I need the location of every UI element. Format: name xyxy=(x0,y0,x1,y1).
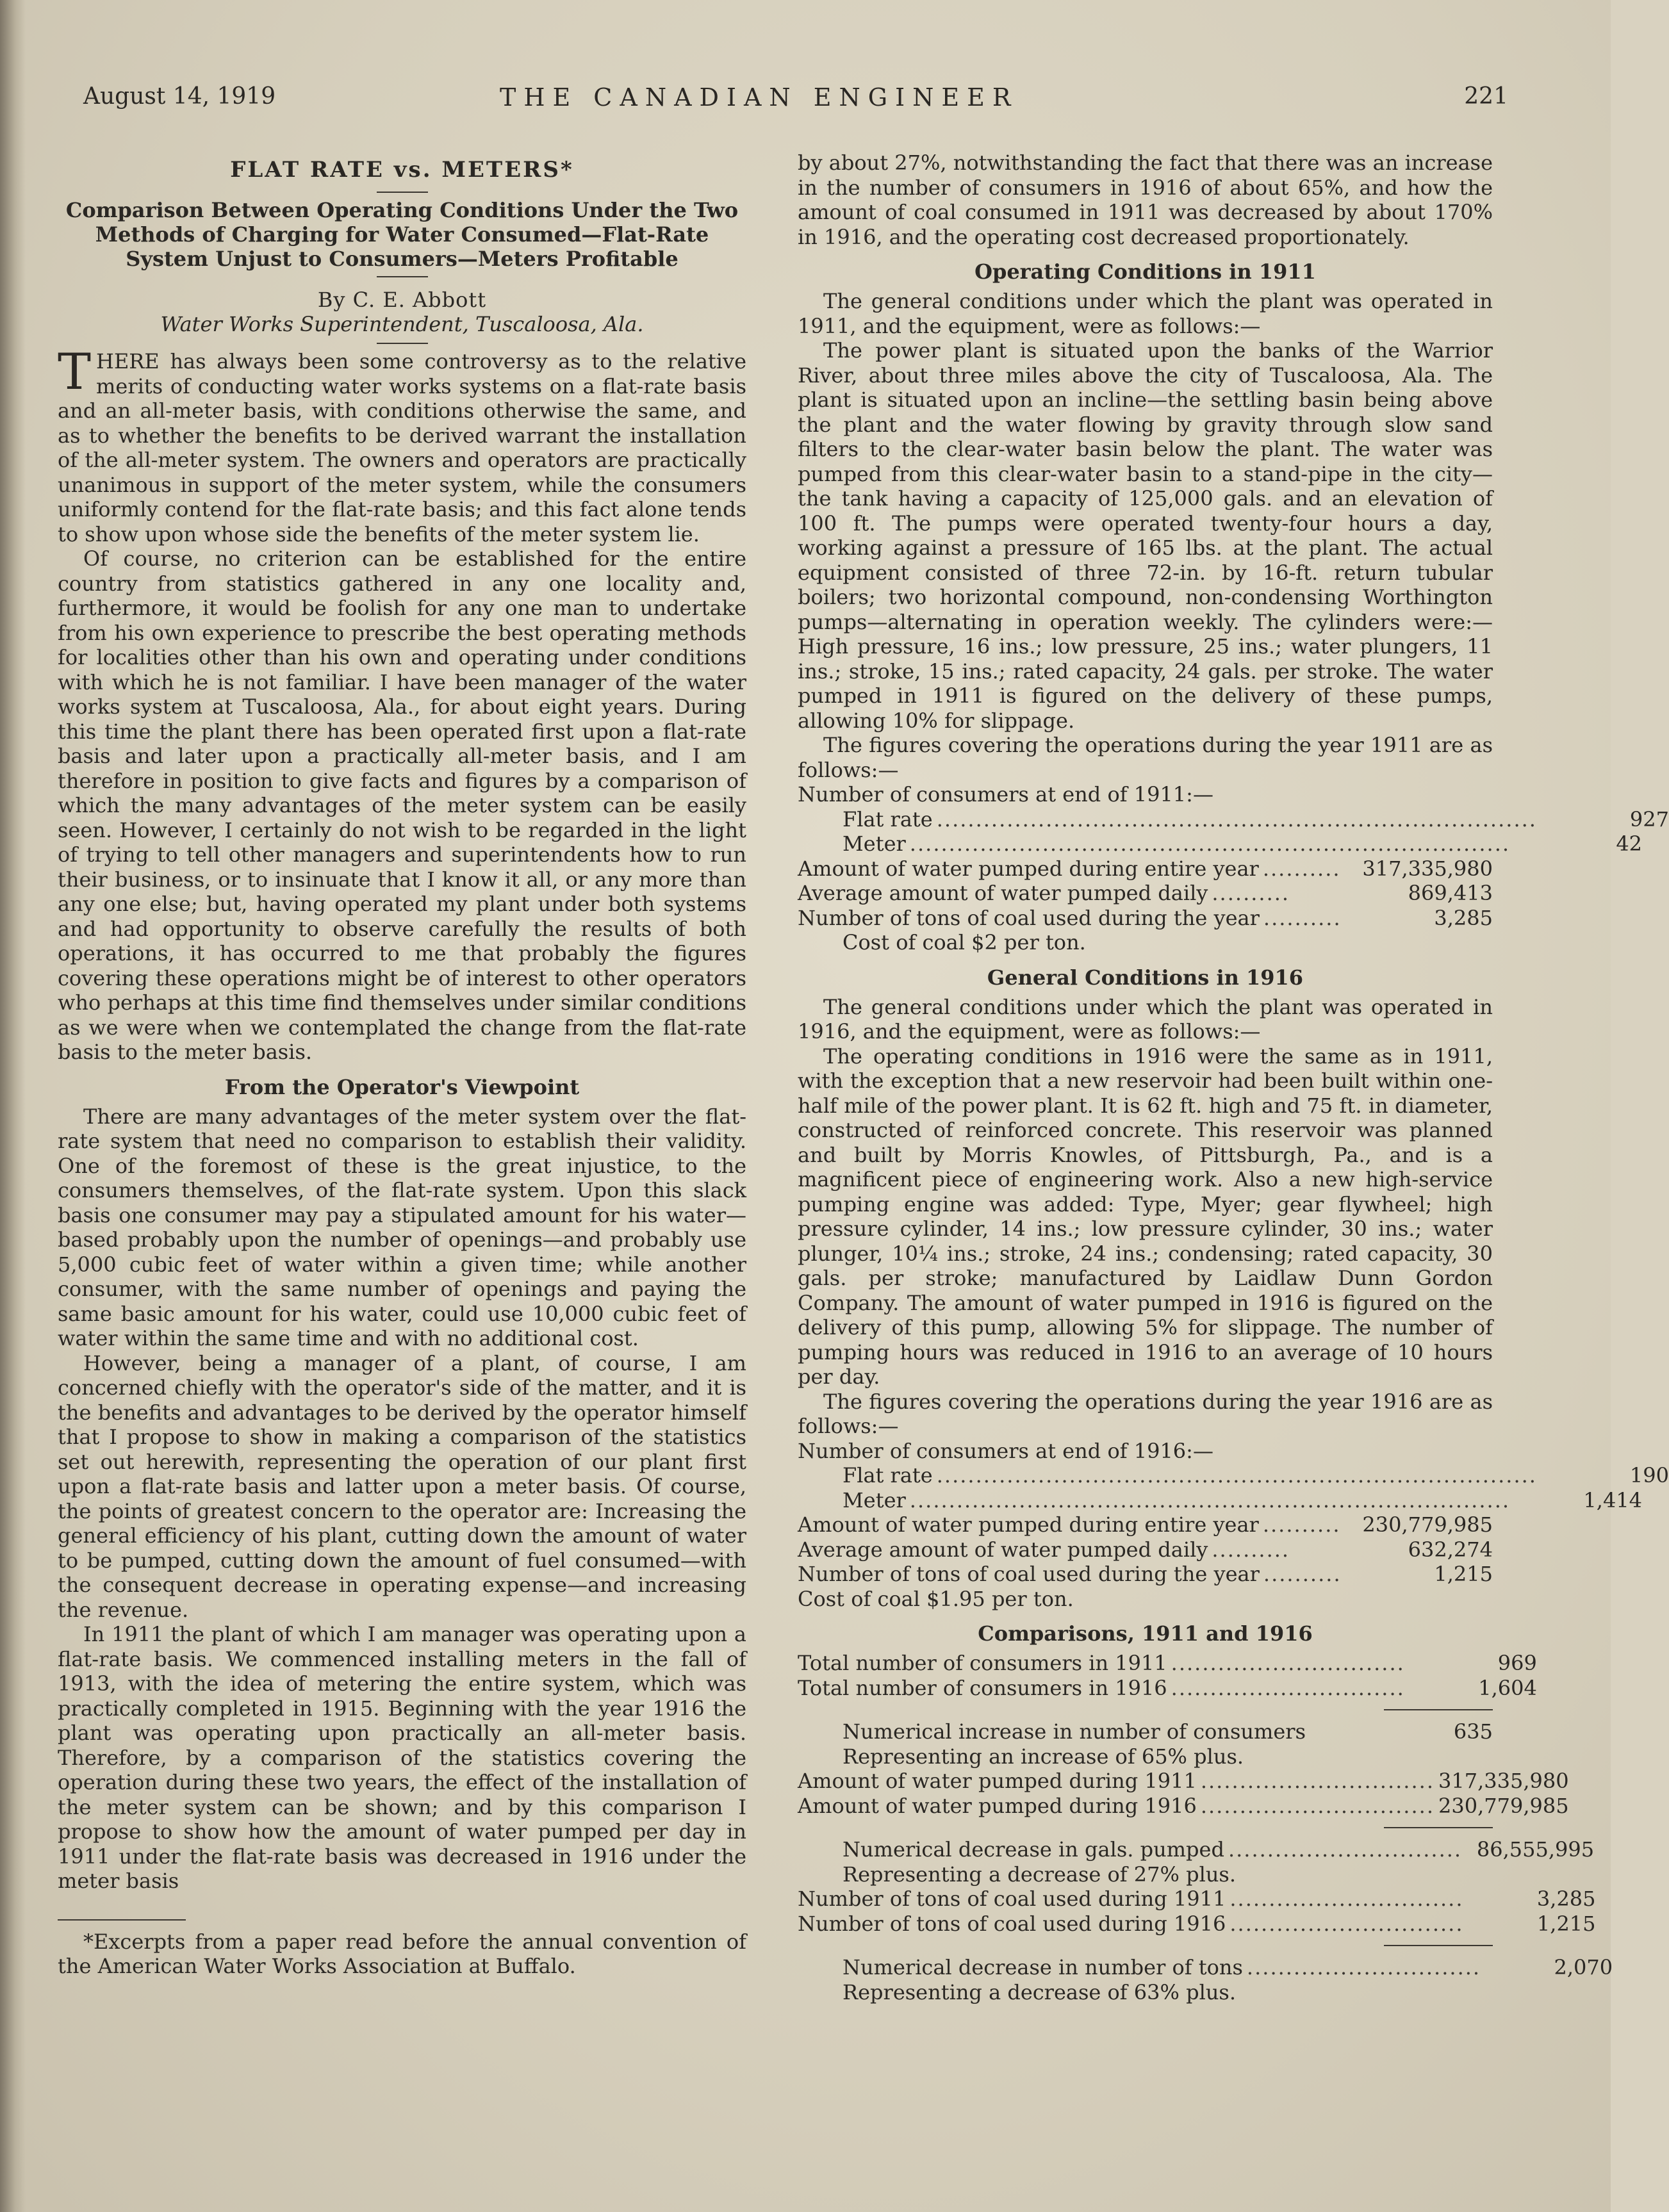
table-row: Meter ............................................................................. 1,414 xyxy=(843,1487,1643,1512)
intro-text: HERE has always been some controversy as to the relative merits of conducting water works systems on a flat-rate basis and an all-meter basis, with conditions otherwise the same, and as to whether the benefits to be derived warrant the installation of the all-meter system. The owners and operators are practically unanimous in support of the meter system, while the consumers uniformly contend for the flat-rate basis; and this fact alone tends to show upon whose side the benefits of the meter system lie. xyxy=(58,349,746,546)
byline: By C. E. Abbott xyxy=(317,288,487,312)
footnote-rule xyxy=(58,1919,186,1921)
table-row: Amount of water pumped during entire year .......... 230,779,985 xyxy=(798,1512,1493,1537)
issue-date: August 14, 1919 xyxy=(83,83,276,110)
total-rule xyxy=(1384,1945,1493,1946)
coal-cost-1911: Cost of coal $2 per ton. xyxy=(843,930,1086,954)
table-1916 xyxy=(798,1438,1669,1612)
total-rule xyxy=(1384,1709,1493,1710)
right-paragraph-4: The figures covering the operations during the year 1911 are as follows:— xyxy=(798,733,1493,782)
decrease-note: Representing a decrease of 27% plus. xyxy=(843,1862,1237,1887)
section-heading-operator-viewpoint: From the Operator's Viewpoint xyxy=(224,1074,580,1099)
byline-rule xyxy=(377,343,428,344)
table-row: Amount of water pumped during 1916 .............................. 230,779,985 xyxy=(798,1793,1569,1818)
section-heading-1911: Operating Conditions in 1911 xyxy=(974,259,1316,284)
table-row: Flat rate ............................................................................. 190 xyxy=(843,1463,1669,1487)
table-row: Total number of consumers in 1916 .............................. 1,604 xyxy=(798,1675,1537,1700)
table-row: Average amount of water pumped daily .......... 869,413 xyxy=(798,881,1493,905)
table-row: Amount of water pumped during entire year .......... 317,335,980 xyxy=(798,856,1493,881)
consumers-heading-1911: Number of consumers at end of 1911:— xyxy=(798,782,1213,807)
table-row: Average amount of water pumped daily .......... 632,274 xyxy=(798,1537,1493,1562)
table-row: Amount of water pumped during 1911 .............................. 317,335,980 xyxy=(798,1769,1569,1793)
intro-paragraph xyxy=(58,343,746,546)
right-paragraph-7: The figures covering the operations during the year 1916 are as follows:— xyxy=(798,1389,1493,1438)
paragraph-5: In 1911 the plant of which I am manager was operating upon a flat-rate basis. We commenced installing meters in the fall of 1913, with the idea of metering the entire system, which was practically completed in 1915. Beginning with the year 1916 the plant was operating upon practically an all-meter basis. Therefore, by a comparison of the statistics covering the operation during these two years, the effect of the installation of the meter system can be shown; and by this comparison I propose to show how the amount of water pumped per day in 1911 under the flat-rate basis was decreased in 1916 under the meter basis xyxy=(58,1622,746,1893)
drop-cap: T xyxy=(58,343,92,401)
decrease-note: Representing a decrease of 63% plus. xyxy=(843,1979,1237,2004)
binding-shadow xyxy=(0,0,26,2212)
running-header xyxy=(83,83,1508,122)
increase-note: Representing an increase of 65% plus. xyxy=(843,1744,1244,1769)
page-number: 221 xyxy=(1464,83,1508,110)
table-row: Number of tons of coal used during 1911 .............................. 3,285 xyxy=(798,1887,1596,1911)
right-paragraph-5: The general conditions under which the plant was operated in 1916, and the equipment, were as follows:— xyxy=(798,994,1493,1044)
article-subtitle: Comparison Between Operating Conditions Under the Two Methods of Charging for Water Consumed—Flat-Rate System Unjust to Consumers—Meters Profitable xyxy=(65,198,739,271)
total-rule xyxy=(1384,1827,1493,1828)
right-paragraph-1: by about 27%, notwithstanding the fact that there was an increase in the number of consumers in 1916 of about 65%, and how the amount of coal consumed in 1911 was decreased by about 170% in 1916, and the operating cost decreased proportionately. xyxy=(798,151,1493,249)
footnote: *Excerpts from a paper read before the annual convention of the American Water Works Association at Buffalo. xyxy=(58,1929,746,1978)
table-row: Flat rate ............................................................................. 927 xyxy=(843,807,1669,832)
right-paragraph-3: The power plant is situated upon the banks of the Warrior River, about three miles above the city of Tuscaloosa, Ala. The plant is situated upon an incline—the settling basin being above the plant and the water flowing by gravity through slow sand filters to the clear-water basin below the plant. The water was pumped from this clear-water basin to a stand-pipe in the city—the tank having a capacity of 125,000 gals. and an elevation of 100 ft. The pumps were operated twenty-four hours a day, working against a pressure of 165 lbs. at the plant. The actual equipment consisted of three 72-in. by 16-ft. return tubular boilers; two horizontal compound, non-condensing Worthington pumps—alternating in operation weekly. The cylinders were:—High pressure, 16 ins.; low pressure, 25 ins.; water plungers, 11 ins.; stroke, 15 ins.; rated capacity, 24 gals. per stroke. The water pumped in 1911 is figured on the delivery of these pumps, allowing 10% for slippage. xyxy=(798,338,1493,733)
paragraph-4: However, being a manager of a plant, of course, I am concerned chiefly with the operator's side of the matter, and it is the benefits and advantages to be derived by the operator himself that I propose to show in making a comparison of the statistics set out herewith, representing the operation of our plant first upon a flat-rate basis and latter upon a meter basis. Of course, the points of greatest concern to the operator are: Increasing the general efficiency of his plant, cutting down the amount of water to be pumped, cutting down the amount of fuel consumed—with the consequent decrease in operating expense—and increasing the revenue. xyxy=(58,1350,746,1622)
paragraph-3: There are many advantages of the meter system over the flat-rate system that need no comparison to establish their validity. One of the foremost of these is the great injustice, to the consumers themselves, of the flat-rate system. Upon this slack basis one consumer may pay a stipulated amount for his water—based probably upon the number of openings—and probably use 5,000 cubic feet of water within a given time; while another consumer, with the same number of openings and paying the same basic amount for his water, could use 10,000 cubic feet of water within the same time and with no additional cost. xyxy=(58,1104,746,1350)
journal-title: THE CANADIAN ENGINEER xyxy=(500,83,1019,111)
table-1911 xyxy=(798,782,1669,955)
left-column xyxy=(58,151,746,1979)
section-heading-1916: General Conditions in 1916 xyxy=(987,965,1304,990)
comparison-table xyxy=(798,1651,1613,2004)
right-column xyxy=(798,151,1669,2004)
table-row: Number of tons of coal used during 1916 .............................. 1,215 xyxy=(798,1911,1596,1936)
paragraph-2: Of course, no criterion can be established for the entire country from statistics gathered in any one locality and, furthermore, it would be foolish for any one man to undertake from his own experience to prescribe the best operating methods for localities other than his own and operating under conditions with which he is not familiar. I have been manager of the water works system at Tuscaloosa, Ala., for about eight years. During this time the plant there has been operated first upon a flat-rate basis and later upon a practically all-meter basis, and I am therefore in position to give facts and figures by a comparison of which the many advantages of the meter system can be easily seen. However, I certainly do not wish to be regarded in the light of trying to tell other managers and superintendents how to run their business, or to insinuate that I know it all, or any more than any one else; but, having operated my plant under both systems and had opportunity to observe carefully the results of both operations, it has occurred to me that probably the figures covering these operations might be of interest to other operators who perhaps at this time find themselves under similar conditions as we were when we contemplated the change from the flat-rate basis to the meter basis. xyxy=(58,546,746,1064)
table-row: Meter ............................................................................. 42 xyxy=(843,832,1643,856)
table-row: Number of tons of coal used during the year .......... 1,215 xyxy=(798,1562,1493,1586)
table-row: Numerical decrease in number of tons .............................. 2,070 xyxy=(843,1955,1613,1979)
subtitle-rule xyxy=(377,276,428,277)
consumers-heading-1916: Number of consumers at end of 1916:— xyxy=(798,1438,1213,1463)
table-row: Numerical increase in number of consumers 635 xyxy=(843,1719,1493,1744)
table-row: Number of tons of coal used during the year .......... 3,285 xyxy=(798,905,1493,930)
section-heading-comparisons: Comparisons, 1911 and 1916 xyxy=(978,1621,1313,1646)
right-paragraph-2: The general conditions under which the plant was operated in 1911, and the equipment, were as follows:— xyxy=(798,289,1493,338)
title-rule xyxy=(377,192,428,193)
article-title: FLAT RATE vs. METERS* xyxy=(230,157,574,183)
table-row: Total number of consumers in 1911 .............................. 969 xyxy=(798,1651,1537,1675)
table-row: Numerical decrease in gals. pumped .............................. 86,555,995 xyxy=(843,1837,1595,1862)
right-paragraph-6: The operating conditions in 1916 were the same as in 1911, with the exception that a new reservoir had been built within one-half mile of the power plant. It is 62 ft. high and 75 ft. in diameter, constructed of reinforced concrete. This reservoir was planned and built by Morris Knowles, of Pittsburgh, Pa., and is a magnificent piece of engineering work. Also a new high-service pumping engine was added: Type, Myer; gear flywheel; high pressure cylinder, 14 ins.; low pressure cylinder, 30 ins.; water plunger, 10¼ ins.; stroke, 24 ins.; condensing; rated capacity, 30 gals. per stroke; manufactured by Laidlaw Dunn Gordon Company. The amount of water pumped in 1916 is figured on the delivery of this pump, allowing 5% for slippage. The number of pumping hours was reduced in 1916 to an average of 10 hours per day. xyxy=(798,1044,1493,1389)
author-affiliation: Water Works Superintendent, Tuscaloosa, Ala. xyxy=(160,312,644,336)
coal-cost-1916: Cost of coal $1.95 per ton. xyxy=(798,1586,1074,1611)
